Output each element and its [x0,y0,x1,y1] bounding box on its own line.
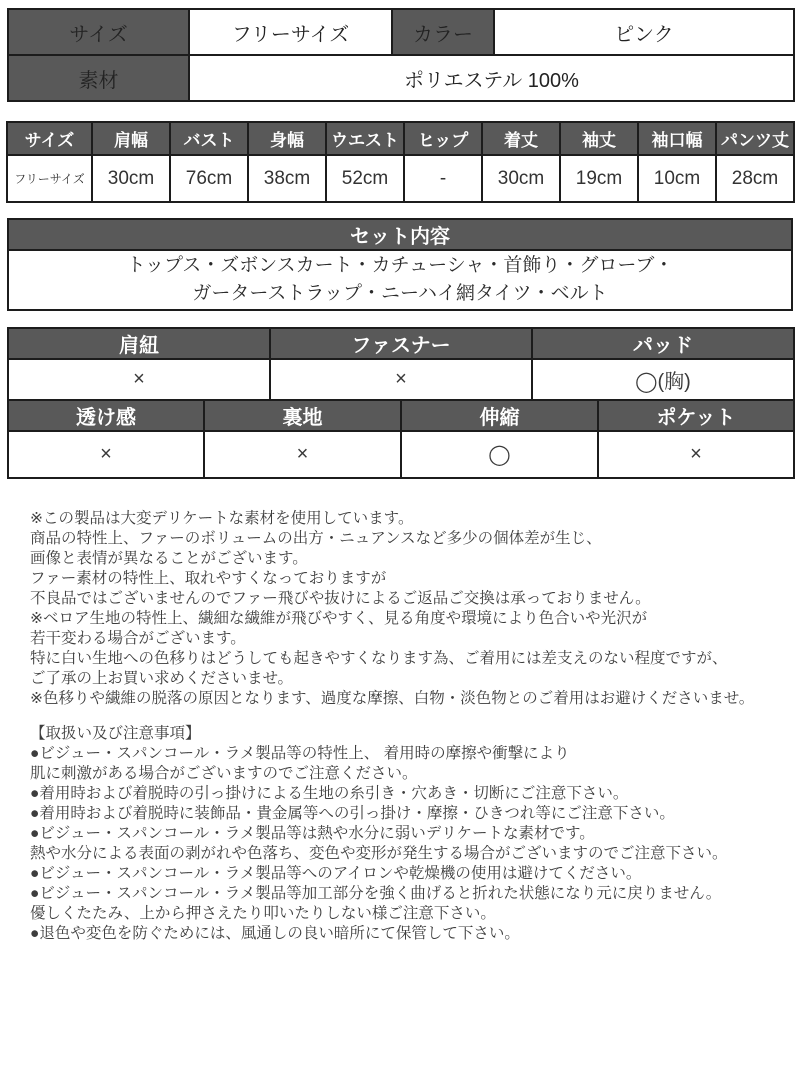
col-header: 肩紐 [8,328,270,359]
care-line: 優しくたたみ、上から押さえたり叩いたりしない様ご注意下さい。 [30,905,496,922]
size-label-cell: サイズ [8,9,189,55]
set-contents-title: セット内容 [8,219,792,250]
care-line: 熱や水分による表面の剥がれや色落ち、変色や変形が発生する場合がございますのでご注意下さい。 [30,845,728,862]
col-header: ファスナー [270,328,532,359]
features-table-a [7,327,795,401]
measurement-cell: 30cm [482,155,560,202]
col-header: 袖丈 [560,122,638,155]
care-line: ●着用時および着脱時の引っ掛けによる生地の糸引き・穴あき・切断にご注意下さい。 [30,785,629,802]
size-color-material-table [7,8,795,102]
col-header: パッド [532,328,794,359]
note-line: ご了承の上お買い求めくださいませ。 [30,670,294,687]
col-header: 透け感 [8,400,204,431]
note-line: 商品の特性上、ファーのボリュームの出方・ニュアンスなど多少の個体差が生じ、 [30,530,602,547]
measurement-cell: 10cm [638,155,716,202]
col-header: パンツ丈 [716,122,794,155]
material-value-cell: ポリエステル 100% [189,55,794,101]
feature-value-cell: × [598,431,794,478]
note-line: ※色移りや繊維の脱落の原因となります、過度な摩擦、白物・淡色物とのご着用はお避けくださいませ。 [30,690,755,707]
size-value-cell: フリーサイズ [189,9,392,55]
note-line: ※この製品は大変デリケートな素材を使用しています。 [30,510,414,527]
table-header-row [8,219,792,250]
measurement-cell: 30cm [92,155,170,202]
col-header: ポケット [598,400,794,431]
feature-value-cell: × [8,431,204,478]
care-line: ●着用時および着脱時に装飾品・貴金属等への引っ掛け・摩擦・ひきつれ等にご注意下さい。 [30,805,675,822]
table-row [7,155,794,202]
care-line: 肌に刺激がある場合がございますのでご注意ください。 [30,765,418,782]
table-row [8,431,794,478]
col-header: 裏地 [204,400,401,431]
care-line: ●ビジュー・スパンコール・ラメ製品等は熱や水分に弱いデリケートな素材です。 [30,825,595,842]
table-row [8,250,792,310]
note-line: ※ベロア生地の特性上、繊細な繊維が飛びやすく、見る角度や環境により色合いや光沢が [30,610,648,627]
features-table-b [7,399,795,479]
table-row [8,55,794,101]
care-line: ●ビジュー・スパンコール・ラメ製品等の特性上、 着用時の摩擦や衝撃により [30,745,570,762]
note-line: 画像と表情が異なることがございます。 [30,550,308,567]
set-contents-line: トップス・ズボンスカート・カチューシャ・首飾り・グローブ・ [126,255,674,276]
color-label-cell: カラー [392,9,494,55]
table-header-row [8,328,794,359]
measurement-cell: 52cm [326,155,404,202]
table-row [8,9,794,55]
col-header: 肩幅 [92,122,170,155]
table-row [8,359,794,400]
care-section-title: 【取扱い及び注意事項】 [30,725,201,742]
measurement-cell: - [404,155,482,202]
measurement-cell: 38cm [248,155,326,202]
care-line: ●ビジュー・スパンコール・ラメ製品等へのアイロンや乾燥機の使用は避けてください。 [30,865,642,882]
size-row-label: フリーサイズ [7,155,92,202]
col-header: ウエスト [326,122,404,155]
measurement-cell: 28cm [716,155,794,202]
feature-value-cell: ◯(胸) [532,359,794,400]
table-header-row [8,400,794,431]
note-line: 特に白い生地への色移りはどうしても起きやすくなります為、ご着用には差支えのない程度ですが、 [30,650,728,667]
col-header: 身幅 [248,122,326,155]
set-contents-table [7,218,793,311]
notes-section [30,509,780,944]
set-contents-cell [8,250,792,310]
note-line: 不良品ではございませんのでファー飛びや抜けによるご返品ご交換は承っておりません。 [30,590,651,607]
col-header: ヒップ [404,122,482,155]
set-contents-line: ガーターストラップ・ニーハイ網タイツ・ベルト [192,283,608,304]
col-header: 伸縮 [401,400,598,431]
col-header: 袖口幅 [638,122,716,155]
measurement-cell: 76cm [170,155,248,202]
measurement-cell: 19cm [560,155,638,202]
table-header-row [7,122,794,155]
col-header: 着丈 [482,122,560,155]
feature-value-cell: × [204,431,401,478]
care-line: ●退色や変色を防ぐためには、風通しの良い暗所にて保管して下さい。 [30,925,520,942]
measurements-table [6,121,795,203]
col-header: サイズ [7,122,92,155]
note-line: ファー素材の特性上、取れやすくなっておりますが [30,570,387,587]
feature-value-cell: × [8,359,270,400]
material-label-cell: 素材 [8,55,189,101]
col-header: バスト [170,122,248,155]
feature-value-cell: ◯ [401,431,598,478]
color-value-cell: ピンク [494,9,794,55]
note-line: 若干変わる場合がございます。 [30,630,246,647]
feature-value-cell: × [270,359,532,400]
care-line: ●ビジュー・スパンコール・ラメ製品等加工部分を強く曲げると折れた状態になり元に戻りません。 [30,885,722,902]
